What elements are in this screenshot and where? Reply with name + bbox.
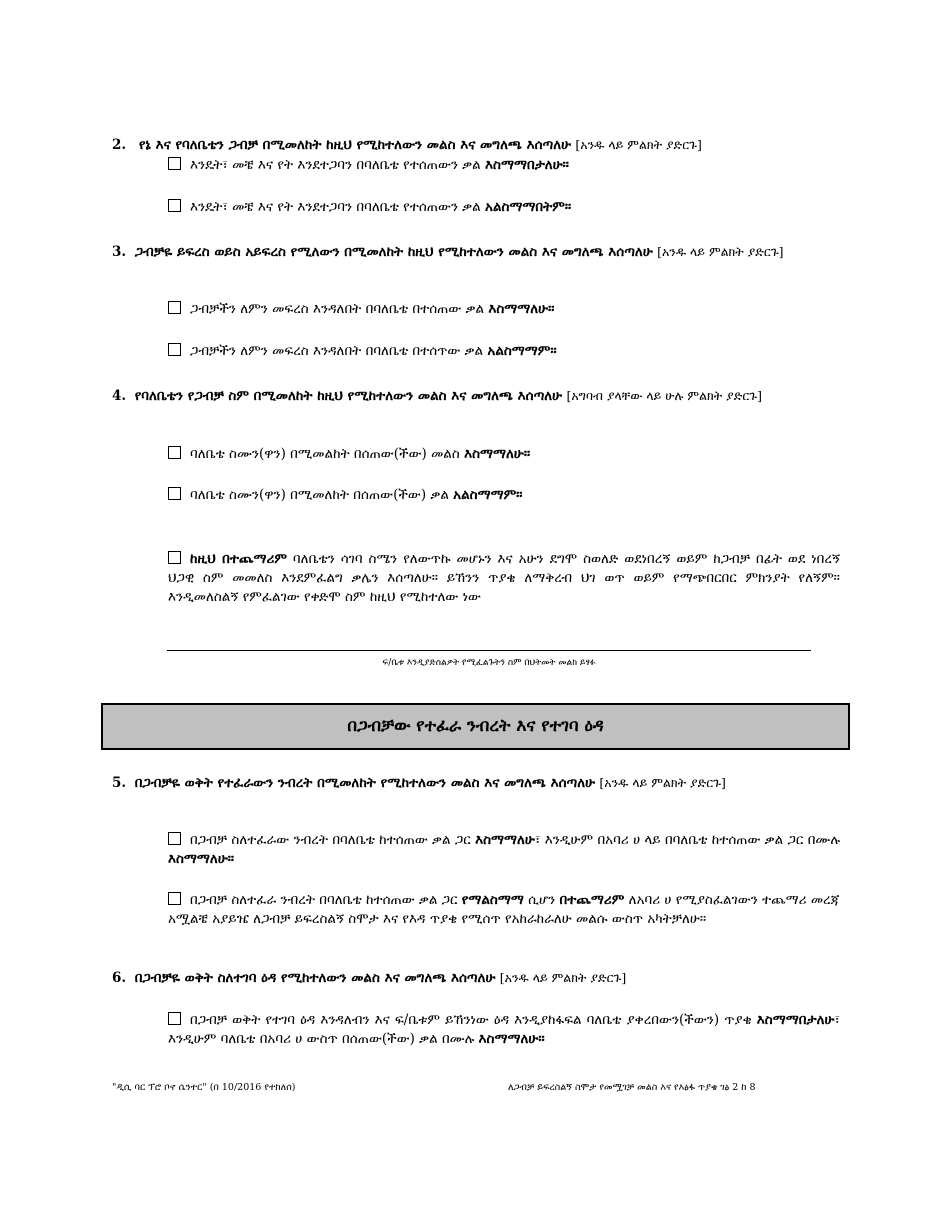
q5-agree-bold-b: እስማማለሁ (475, 832, 535, 848)
question-4-hint: [አግባብ ያላቸው ላይ ሁሉ ምልክት ያድርጉ] (566, 388, 762, 403)
q5-agree-text-a: በጋብቻ ስለተፈራው ንብረት በባለቤቴ ከተሰጠው ቃል ጋር (190, 832, 476, 848)
question-5 (112, 773, 840, 793)
q6-option-agree[interactable] (168, 1011, 840, 1049)
question-3-number: 3. (112, 244, 127, 260)
q5-agree-checkbox[interactable] (168, 832, 181, 845)
q3-option-agree[interactable] (168, 300, 840, 319)
question-4-title: የባለቤቴን የጋብቻ ስም በሚመለከት ከዚህ የሚከተለውን መልስ እና መግለጫ እሰጣለሁ (134, 388, 563, 404)
q3-disagree-checkbox[interactable] (168, 343, 181, 356)
question-2-hint: [አንዱ ላይ ምልክት ያድርጉ] (575, 137, 702, 152)
q4-option-name-restore[interactable] (168, 550, 840, 607)
q2-disagree-checkbox[interactable] (168, 199, 181, 212)
question-2-number: 2. (112, 137, 127, 153)
question-6-title: በጋብቻዬ ወቅት ስለተገባ ዕዳ የሚከተለውን መልስ እና መግለጫ እሰጣለሁ (134, 970, 496, 986)
question-5-number: 5. (112, 775, 127, 791)
q4-option-agree[interactable] (168, 445, 840, 464)
q5-disagree-text-c: ሲሆን (523, 892, 560, 908)
q3-disagree-bold: አልስማማም። (487, 343, 557, 359)
question-4-number: 4. (112, 388, 127, 404)
question-3-hint: [አንዱ ላይ ምልክት ያድርጉ] (657, 244, 784, 259)
q5-disagree-bold-d: በተጨማሪም (559, 892, 625, 908)
former-name-caption: ፍ/ቤቱ እንዲያድስልዎት የሚፈልጉትን ስም በህትመት መልክ ይፃፉ (382, 658, 596, 668)
q2-agree-text: እንዴት፣ መቼ እና የት እንደተጋባን በባለቤቴ የተሰጠውን ቃል (190, 157, 486, 173)
q5-agree-text-c: ፣ እንዲሁም በአባሪ ሀ ላይ በባለቤቴ ከተሰጠው ቃል ጋር በሙሉ (534, 832, 841, 848)
q5-agree-bold-d: እስማማለሁ። (168, 851, 235, 867)
q3-agree-text: ጋብቻችን ለምን መፍረስ እንዳለበት በባለቤቴ በተሰጠው ቃል (190, 301, 489, 317)
question-2-title: የኔ እና የባለቤቴን ጋብቻ በሚመለከት ከዚህ የሚከተለውን መልስ እና መግለጫ እሰጣለሁ (138, 137, 572, 153)
q4-option-disagree[interactable] (168, 486, 840, 505)
q4-agree-checkbox[interactable] (168, 446, 181, 459)
q6-agree-bold-d: እስማማለሁ። (478, 1031, 545, 1047)
q2-disagree-text: እንዴት፣ መቼ እና የት እንደተጋባን በባለቤቴ የተሰጠውን ቃል (190, 199, 486, 215)
q2-agree-bold: እስማማበታለሁ። (485, 157, 569, 173)
q4-disagree-checkbox[interactable] (168, 487, 181, 500)
q6-agree-text-a: በጋብቻ ወቅት የተገባ ዕዳ እንዳለብን እና ፍ/ቤቱም ይኸንነው ዕዳ እንዲያከፋፍል ባለቤቴ ያቀረበውን(ችውን) ጥያቄ (190, 1012, 757, 1028)
section-title: በጋብቻው የተፈራ ንብረት እና የተገባ ዕዳ (347, 716, 604, 736)
section-banner (101, 703, 850, 750)
question-5-hint: [አንዱ ላይ ምልክት ያድርጉ] (599, 775, 726, 790)
q2-agree-checkbox[interactable] (168, 157, 181, 170)
q5-disagree-checkbox[interactable] (168, 892, 181, 905)
q2-option-disagree[interactable] (168, 198, 840, 217)
q4-name-restore-text: ባለቤቴን ሳገባ ስሜን የለውጥኩ መሆኑን እና አሁን ደግሞ ስወለድ ወደነበረኝ ወይም ከጋብቻ በፊት ወደ ነበረኝ ህጋዊ ስም መመለስ እንደምፈልግ ቃሌን እሰጣለሁ። ይኸንን ጥያቄ ለማቅረብ ህገ ወጥ ወይም የማጭበርበር ምክንያት የለኝም። እንዲመለስልኝ የምፈልገው የቀድሞ ስም ከዚህ የሚከተለው ነው (168, 551, 840, 605)
q4-name-restore-checkbox[interactable] (168, 551, 181, 564)
q3-option-disagree[interactable] (168, 342, 840, 361)
former-name-input-line[interactable] (167, 650, 811, 651)
footer-left: "ዲሲ ባር ፕሮ ቦኖ ሴንተር" (በ 10/2016 የተከለሰ) (112, 1082, 296, 1093)
footer-right: ለጋብቻ ይፍረስልኝ ስሞታ የመሟገቻ መልስ እና የእፅፋ ጥያቄ ገፅ 2 ከ 8 (508, 1082, 756, 1093)
q4-disagree-text: ባለቤቴ ስሙን(ዋን) በሚመለከት በሰጠው(ችው) ቃል (190, 487, 454, 503)
question-6 (112, 968, 840, 988)
q4-name-restore-bold: ከዚህ በተጨማሪም (190, 551, 287, 567)
q3-disagree-text: ጋብቻችን ለምን መፍረስ እንዳለበት በባለቤቴ በተሰጥው ቃል (190, 343, 488, 359)
q5-disagree-text-e: ለአባሪ ሀ የሚያስፈልገውን ተጨማሪ መረጃ አሟልቼ አያይዤ ለጋብቻ ይፍረስልኝ ስሞታ እና የእዳ ጥያቄ የሚሰጥ የአከራከራለሁ መልሱ ውስጥ አካትቻለሁ። (168, 892, 840, 927)
question-4 (112, 386, 840, 406)
q5-option-agree[interactable] (168, 831, 840, 869)
q5-disagree-text-a: በጋብቻ ስለተፈራ ንብረት በባለቤቴ ከተሰጠው ቃል ጋር (190, 892, 462, 908)
q4-agree-text: ባለቤቴ ስሙን(ዋን) በሚመልከት በሰጠው(ችው) መልስ (190, 446, 465, 462)
q3-agree-checkbox[interactable] (168, 301, 181, 314)
question-6-number: 6. (112, 970, 127, 986)
q3-agree-bold: እስማማለሁ። (488, 301, 555, 317)
question-5-title: በጋብቻዬ ወቅት የተፈራውን ንብረት በሚመለከት የሚከተለውን መልስ እና መግለጫ እሰጣለሁ (134, 775, 596, 791)
q6-agree-text-c: ፣ እንዲሁም ባለቤቴ በአባሪ ሀ ውስጥ በሰጠው(ችው) ቃል በሙሉ (168, 1012, 840, 1047)
q6-agree-checkbox[interactable] (168, 1012, 181, 1025)
q5-disagree-bold-b: የማልስማማ (461, 892, 524, 908)
question-3-title: ጋብቻዬ ይፍረስ ወይስ አይፍረስ የሚለውን በሚመለከት ከዚህ የሚከተለውን መልስ እና መግለጫ እሰጣለሁ (134, 244, 653, 260)
q2-disagree-bold: አልስማማበትም። (485, 199, 572, 215)
q2-option-agree[interactable] (168, 156, 840, 175)
question-3 (112, 242, 840, 262)
q4-disagree-bold: አልስማማም። (453, 487, 523, 503)
q6-agree-bold-b: እስማማበታለሁ (756, 1012, 835, 1028)
question-2 (112, 135, 840, 155)
q4-agree-bold: እስማማለሁ። (464, 446, 531, 462)
q5-option-disagree[interactable] (168, 891, 840, 929)
question-6-hint: [አንዱ ላይ ምልክት ያድርጉ] (499, 970, 627, 985)
